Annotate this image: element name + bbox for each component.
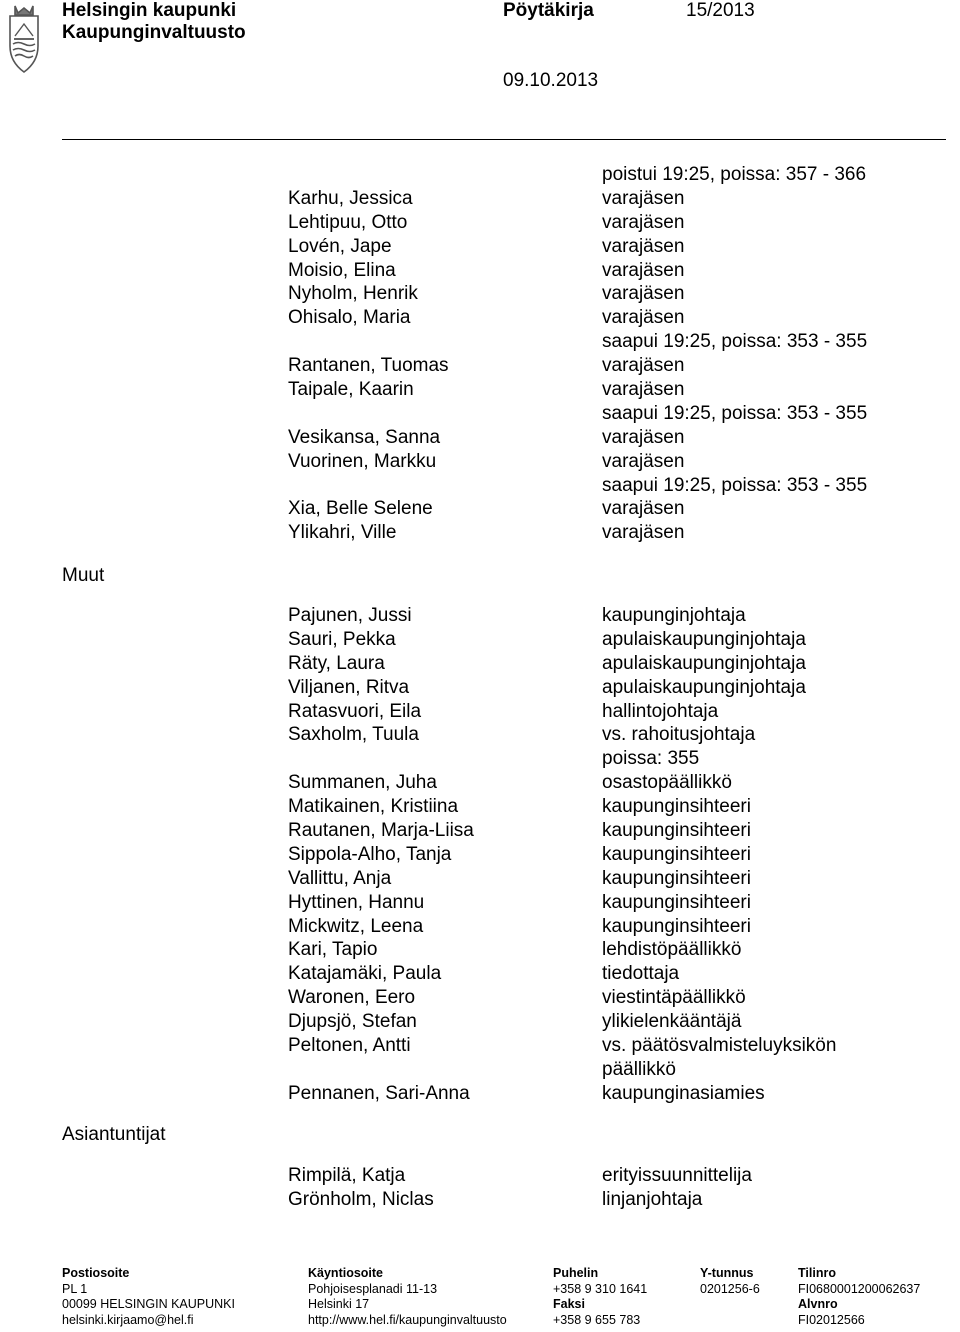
footer-visit-head: Käyntiosoite [308, 1266, 384, 1280]
member-name: Rantanen, Tuomas [288, 355, 449, 377]
footer-business-id-value: 0201256-6 [700, 1281, 760, 1296]
member-status: varajäsen [602, 259, 685, 281]
person-name: Matikainen, Kristiina [288, 796, 459, 818]
person-role: hallintojohtaja [602, 700, 719, 722]
person-name: Katajamäki, Paula [288, 963, 442, 985]
footer-vat-value: FI02012566 [798, 1312, 865, 1327]
person-role: erityissuunnittelija [602, 1165, 752, 1186]
member-name: Lehtipuu, Otto [288, 211, 408, 233]
member-name: Xia, Belle Selene [288, 498, 433, 520]
member-status: varajäsen [602, 498, 685, 520]
asiantuntijat-names [288, 1164, 588, 1212]
footer-postal-line: PL 1 [62, 1281, 88, 1296]
person-name: Hyttinen, Hannu [288, 891, 425, 913]
members-names [288, 163, 588, 545]
person-role: kaupunginsihteeri [602, 796, 751, 818]
person-role: osastopäällikkö [602, 772, 732, 794]
org-name: Helsingin kaupunki [62, 0, 237, 21]
person-role: kaupunginsihteeri [602, 867, 751, 889]
person-name: Peltonen, Antti [288, 1035, 411, 1057]
council-name: Kaupunginvaltuusto [62, 22, 246, 43]
muut-roles [602, 604, 952, 1106]
person-role: viestintäpäällikkö [602, 987, 746, 1009]
person-name: Grönholm, Niclas [288, 1188, 434, 1210]
member-status: varajäsen [602, 187, 685, 209]
person-name: Räty, Laura [288, 652, 385, 674]
footer-postal-head: Postiosoite [62, 1266, 130, 1280]
member-name [288, 330, 588, 354]
footer-postal [62, 1266, 235, 1328]
member-status: varajäsen [602, 211, 685, 233]
footer-account-head: Tilinro [798, 1266, 836, 1280]
footer-account-value: FI0680001200062637 [798, 1281, 921, 1296]
member-name: Vuorinen, Markku [288, 450, 437, 472]
members-status [602, 163, 952, 545]
member-name [288, 402, 588, 426]
member-status: poistui 19:25, poissa: 357 - 366 [602, 164, 867, 185]
person-name: Sauri, Pekka [288, 628, 396, 650]
person-name: Rimpilä, Katja [288, 1165, 406, 1186]
member-status: varajäsen [602, 283, 685, 305]
person-name: Waronen, Eero [288, 987, 416, 1009]
person-role: kaupunginsihteeri [602, 820, 751, 842]
person-role: lehdistöpäällikkö [602, 939, 742, 961]
person-role: linjanjohtaja [602, 1188, 703, 1210]
footer-account [798, 1266, 920, 1328]
member-name: Lovén, Jape [288, 235, 392, 257]
footer-visit [308, 1266, 507, 1328]
footer-business-id [700, 1266, 760, 1297]
document-type: Pöytäkirja [503, 0, 594, 21]
member-name: Karhu, Jessica [288, 187, 413, 209]
person-name: Ratasvuori, Eila [288, 700, 422, 722]
person-role: apulaiskaupunginjohtaja [602, 652, 806, 674]
member-name: Ohisalo, Maria [288, 307, 411, 329]
member-status: varajäsen [602, 522, 685, 544]
person-name: Summanen, Juha [288, 772, 437, 794]
person-role: kaupunginjohtaja [602, 605, 746, 626]
footer-postal-line: 00099 HELSINGIN KAUPUNKI [62, 1297, 235, 1311]
footer-visit-line: Pohjoisesplanadi 11-13 [308, 1281, 438, 1296]
meeting-date: 09.10.2013 [503, 70, 599, 91]
member-name [288, 474, 588, 498]
person-role: vs. päätösvalmisteluyksikön [602, 1035, 837, 1057]
footer-fax-label: Faksi [553, 1297, 585, 1311]
person-name: Viljanen, Ritva [288, 676, 410, 698]
minutes-number: 15/2013 [686, 0, 755, 21]
person-role: apulaiskaupunginjohtaja [602, 676, 806, 698]
member-status: varajäsen [602, 355, 685, 377]
footer-email: helsinki.kirjaamo@hel.fi [62, 1312, 194, 1327]
person-name: Sippola-Alho, Tanja [288, 843, 452, 865]
person-role: kaupunginasiamies [602, 1082, 765, 1104]
person-role: tiedottaja [602, 963, 680, 985]
person-name: Pajunen, Jussi [288, 605, 412, 626]
footer-vat-label: Alvnro [798, 1297, 838, 1311]
section-label-muut: Muut [62, 565, 105, 586]
member-name: Ylikahri, Ville [288, 522, 397, 544]
person-name [288, 747, 588, 771]
member-name: Nyholm, Henrik [288, 283, 418, 305]
person-name: Kari, Tapio [288, 939, 378, 961]
footer-phone-head: Puhelin [553, 1266, 599, 1280]
member-status: saapui 19:25, poissa: 353 - 355 [602, 331, 868, 353]
member-status: saapui 19:25, poissa: 353 - 355 [602, 474, 868, 496]
footer-fax-number: +358 9 655 783 [553, 1312, 641, 1327]
footer-business-id-head: Y-tunnus [700, 1266, 754, 1280]
member-name: Moisio, Elina [288, 259, 396, 281]
member-status: varajäsen [602, 379, 685, 401]
member-status: varajäsen [602, 450, 685, 472]
header-rule [62, 139, 946, 140]
member-status: varajäsen [602, 235, 685, 257]
member-status: varajäsen [602, 307, 685, 329]
person-name: Mickwitz, Leena [288, 915, 424, 937]
person-role: apulaiskaupunginjohtaja [602, 628, 806, 650]
person-name: Saxholm, Tuula [288, 724, 419, 746]
member-name [288, 163, 588, 187]
person-name: Rautanen, Marja-Liisa [288, 820, 474, 842]
person-role: vs. rahoitusjohtaja [602, 724, 756, 746]
member-status: varajäsen [602, 426, 685, 448]
member-name: Taipale, Kaarin [288, 379, 414, 401]
member-name: Vesikansa, Sanna [288, 426, 441, 448]
person-role: kaupunginsihteeri [602, 891, 751, 913]
person-role: kaupunginsihteeri [602, 843, 751, 865]
asiantuntijat-roles [602, 1164, 952, 1212]
footer-visit-line: Helsinki 17 [308, 1297, 370, 1311]
footer-phone-number: +358 9 310 1641 [553, 1281, 648, 1296]
person-role: poissa: 355 [602, 748, 700, 770]
person-name [288, 1058, 588, 1082]
person-role: ylikielenkääntäjä [602, 1011, 742, 1033]
footer-website: http://www.hel.fi/kaupunginvaltuusto [308, 1312, 507, 1327]
person-role: päällikkö [602, 1058, 676, 1080]
helsinki-coat-of-arms-logo [4, 2, 44, 76]
person-name: Pennanen, Sari-Anna [288, 1082, 470, 1104]
footer-phone [553, 1266, 647, 1328]
person-name: Djupsjö, Stefan [288, 1011, 417, 1033]
member-status: saapui 19:25, poissa: 353 - 355 [602, 402, 868, 424]
section-label-asiantuntijat: Asiantuntijat [62, 1124, 166, 1145]
muut-names [288, 604, 588, 1106]
person-role: kaupunginsihteeri [602, 915, 751, 937]
person-name: Vallittu, Anja [288, 867, 392, 889]
